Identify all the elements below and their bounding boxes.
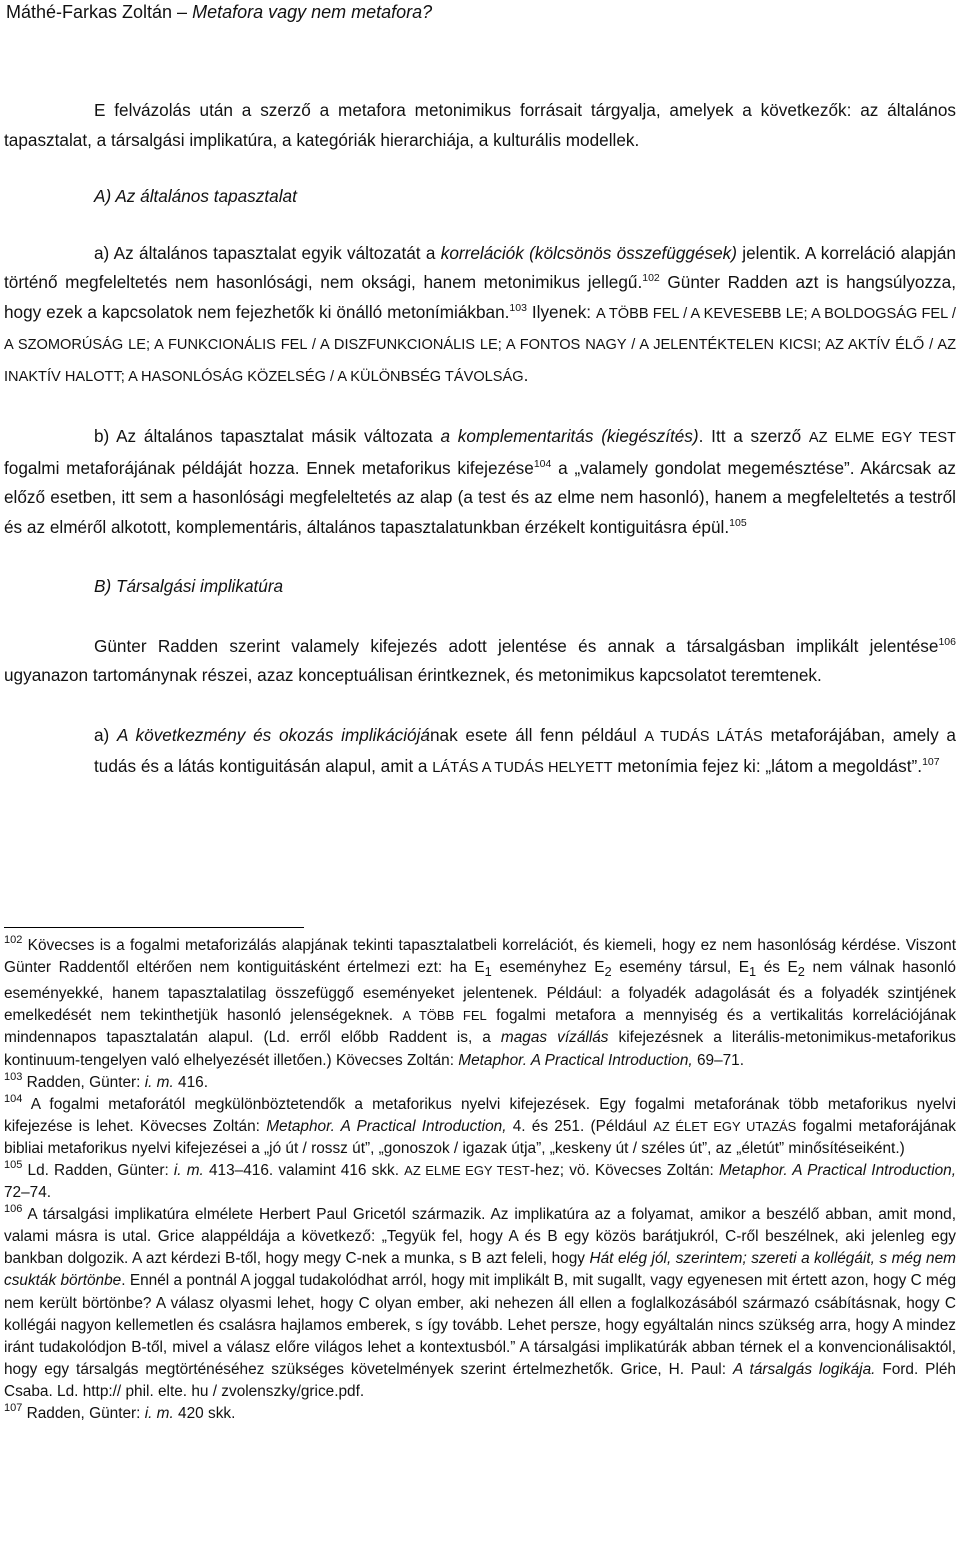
header-author: Máthé-Farkas Zoltán – xyxy=(6,2,193,22)
footnote-103 xyxy=(4,1072,956,1094)
paragraph-radden xyxy=(4,632,956,691)
footnote-number: 102 xyxy=(4,934,23,946)
footnote-107 xyxy=(4,1403,956,1425)
text-run: Günter Radden azt is hangsúlyozza, hogy ezek a kapcsolatok nem fejezhetők ki önálló metonímiákban. xyxy=(4,272,956,322)
text-run: metaforájában, amely a tudás és a látás kontiguitásán alapul, amit a xyxy=(94,724,956,776)
text-run-italic: i. m. xyxy=(144,1073,174,1091)
footnote-106 xyxy=(4,1204,956,1403)
text-run: Kövecses is a fogalmi metaforizálás alapjának tekinti tapasztalatbeli korrelációt, és kiemeli, hogy ez nem hasonlóság kérdése. Viszont Günter Raddentől eltérően nem kontiguitásként értelmezi ezt: ha E xyxy=(4,937,956,977)
section-heading-b xyxy=(4,572,956,602)
footnote-number: 103 xyxy=(4,1070,23,1083)
footnote-ref-105: 105 xyxy=(729,516,747,529)
text-run: nak esete áll fenn például xyxy=(430,724,645,745)
small-caps-run: A TUDÁS LÁTÁS xyxy=(644,728,763,745)
text-run: . Ennél a pontnál A joggal tudakolódhat arról, hogy mit implikált B, mit sugallt, vagy egyenesen mit értett azon, hogy C még nem került börtönbe? A válasz olyasmi lehet, hogy C olyan ember, aki nehezen áll ellen a foglalkozásából származó csábításnak, hogy C kollégái nagyon kellemetlen és csalásra hajlamos emberek, s így tovább. Lehet persze, hogy egyáltalán nincs szükség arra, hogy A mindez iránt tudakolódjon B-től, mivel a válasz előre világos lehet a kontextusból.” A társalgási implikatúrák abban térnek el a konvencionálisaktól, hogy egy társalgás megtörténéséhez szükséges követelmények szerint értelmezhetők. Grice, H. Paul: xyxy=(4,1272,956,1378)
text-run-italic: Metaphor. A Practical Introduction, xyxy=(718,1162,957,1180)
text-run: A fogalmi metaforától megkülönböztetendők a metaforikus nyelvi kifejezések. Egy fogalmi metaforának több metaforikus nyelvi kifejezése is lehet. Kövecses Zoltán: xyxy=(4,1095,956,1135)
text-run-italic: Metaphor. A Practical Introduction, xyxy=(266,1117,507,1135)
text-run: Radden, Günter: xyxy=(22,1073,145,1091)
footnote-divider xyxy=(4,927,304,928)
footnote-ref-106: 106 xyxy=(938,635,956,648)
text-run-italic: A következmény és okozás implikációjá xyxy=(117,724,430,745)
text-run: eseményhez E xyxy=(491,959,605,977)
text-run: Ld. Radden, Günter: xyxy=(22,1162,174,1180)
text-run: esemény társul, E xyxy=(611,959,749,977)
footnotes xyxy=(4,935,956,1425)
text-run: Radden, Günter: xyxy=(22,1405,145,1423)
text-run: kifejezésnek a literális-metonimikus-metaforikus kontinuum-tengelyen való elhelyezését illetően.) Kövecses Zoltán: xyxy=(4,1029,956,1069)
text-run-italic: a komplementaritás (kiegészítés) xyxy=(440,426,699,446)
text-run: és E xyxy=(756,959,798,977)
small-caps-run: A TÖBB FEL xyxy=(402,1008,487,1024)
paragraph-implication xyxy=(4,721,956,784)
subscript: 1 xyxy=(748,964,757,980)
footnote-number: 104 xyxy=(4,1092,23,1105)
footnote-102 xyxy=(4,935,956,1072)
text-run: 420 skk. xyxy=(173,1405,236,1423)
text-run: Ford. Pléh Csaba. Ld. http:// phil. elte. hu / zvolenszky/grice.pdf. xyxy=(4,1360,956,1400)
text-run-italic: i. m. xyxy=(144,1405,174,1423)
section-heading-a-text: A) Az általános tapasztalat xyxy=(94,186,297,206)
text-run: 72–74. xyxy=(4,1184,52,1202)
footnote-number: 105 xyxy=(4,1159,23,1172)
footnote-number: 106 xyxy=(4,1203,23,1216)
text-run-italic: A társalgás logikája. xyxy=(732,1360,876,1378)
text-run-italic: i. m. xyxy=(173,1162,204,1180)
subscript: 2 xyxy=(604,964,612,980)
text-run: 4. és 251. (Például xyxy=(506,1117,654,1135)
paragraph-correlations xyxy=(4,239,956,393)
section-heading-a xyxy=(4,182,956,212)
text-run: a) Az általános tapasztalat egyik változatát a xyxy=(94,242,441,263)
small-caps-run: A TÖBB FEL / A KEVESEBB LE; A BOLDOGSÁG FEL / A SZOMORÚSÁG LE; A FUNKCIONÁLIS FEL / A DISZFUNKCIONÁLIS LE; A FONTOS NAGY / A JELENTÉKTELEN KICSI; AZ AKTÍV ÉLŐ / AZ INAKTÍV HALOTT; A HASONLÓSÁG KÖZELSÉG / A KÜLÖNBSÉG TÁVOLSÁG xyxy=(4,305,956,385)
footnote-ref-104: 104 xyxy=(533,457,552,470)
running-header xyxy=(6,0,432,24)
footnote-ref-103: 103 xyxy=(509,301,527,314)
section-heading-b-text: B) Társalgási implikatúra xyxy=(94,576,284,596)
text-run: 416. xyxy=(173,1073,209,1091)
text-run-italic: Hát elég jól, szerintem; szereti a kollégáit, s még nem csukták börtönbe xyxy=(4,1250,956,1290)
small-caps-run: AZ ÉLET EGY UTAZÁS xyxy=(653,1118,797,1134)
text-run: jelentik. A korreláció alapján történő megfeleltetés nem hasonlósági, nem oksági, hanem metonimikus jellegű. xyxy=(4,242,956,292)
text-run: . Itt a szerző xyxy=(698,426,809,446)
intro-paragraph: E felvázolás után a szerző a metafora metonimikus forrásait tárgyalja, amelyek a következők: az általános tapasztalat, a társalgási implikatúra, a kategóriák hierarchiája, a kulturális modellek. xyxy=(4,100,956,150)
small-caps-run: AZ ELME EGY TEST xyxy=(808,430,956,446)
text-run: a) xyxy=(94,724,117,745)
subscript: 2 xyxy=(797,964,805,980)
text-run-italic: korrelációk (kölcsönös összefüggések) xyxy=(440,242,737,263)
text-run: A társalgási implikatúra elmélete Herbert Paul Gricetól származik. Az implikatúra az a folyamat, amikor a beszélő abban, amit mond, valami másra is utal. Grice alappéldája a következő: „Tegyük fel, hogy A és B egy közös barátjukról, C-ről beszélnek, aki jelenleg egy bankban dolgozik. A azt kérdezi B-től, hogy megy C-nek a munka, s B azt feleli, hogy xyxy=(4,1206,956,1268)
text-run: a „valamely gondolat megemésztése”. Akárcsak az előző esetben, itt sem a hasonlósági megfeleltetés az alap (a test és az elme nem hasonló), hanem a megfeleltetés a testről és az elméről alkotott, komplementáris, általános tapasztalatunkban érzékelt kontiguitásra épül. xyxy=(4,457,956,537)
text-run: fogalmi metaforájának példáját hozza. Ennek metaforikus kifejezése xyxy=(4,457,534,478)
paragraph-complementarity xyxy=(4,422,956,542)
text-run: b) Az általános tapasztalat másik változata xyxy=(94,426,441,446)
text-run: 413–416. valamint 416 skk. xyxy=(203,1162,405,1180)
footnote-number: 107 xyxy=(4,1402,23,1415)
footnote-104 xyxy=(4,1094,956,1160)
text-run: . xyxy=(523,364,529,385)
small-caps-run: AZ ELME EGY TEST xyxy=(404,1163,530,1179)
main-text xyxy=(4,96,956,784)
text-run: nem válnak hasonló eseményekké, hanem tapasztalatilag összefüggő eseményeket jelentenek. Például: a folyadék adagolását és a folyadék szintjének emelkedését nem tekinthetjük hasonló jelenségeknek. xyxy=(4,959,956,1025)
text-run: Günter Radden szerint valamely kifejezés adott jelentése és annak a társalgásban implikált jelentése xyxy=(94,635,939,656)
text-run: Ilyenek: xyxy=(526,301,596,322)
text-run: -hez; vö. Kövecses Zoltán: xyxy=(529,1162,719,1180)
text-run: ugyanazon tartománynak részei, azaz konceptuálisan érintkeznek, és metonimikus kapcsolatot teremtenek. xyxy=(4,665,822,685)
text-run: metonímia fejez ki: „látom a megoldást”. xyxy=(612,756,923,776)
footnote-ref-102: 102 xyxy=(642,272,660,284)
subscript: 1 xyxy=(484,964,492,980)
header-title: Metafora vagy nem metafora? xyxy=(192,2,433,22)
text-run-italic: magas vízállás xyxy=(500,1029,609,1047)
footnote-105 xyxy=(4,1160,956,1204)
text-run: fogalmi metaforájának bibliai metaforikus nyelvi kifejezései a „jó út / rossz út”, „gonoszok / igazak útja”, „keskeny út / széles út”, az „életút” minősítéseiként.) xyxy=(4,1117,956,1157)
small-caps-run: LÁTÁS A TUDÁS HELYETT xyxy=(432,760,613,776)
footnote-ref-107: 107 xyxy=(922,756,940,768)
text-run-italic: Metaphor. A Practical Introduction, xyxy=(458,1051,693,1069)
text-run: fogalmi metafora a mennyiség és a vertikalitás korrelációjának mindennapos tapasztalatán alapul. (Ld. erről előbb Raddent is, a xyxy=(4,1007,956,1047)
text-run: 69–71. xyxy=(692,1051,745,1069)
